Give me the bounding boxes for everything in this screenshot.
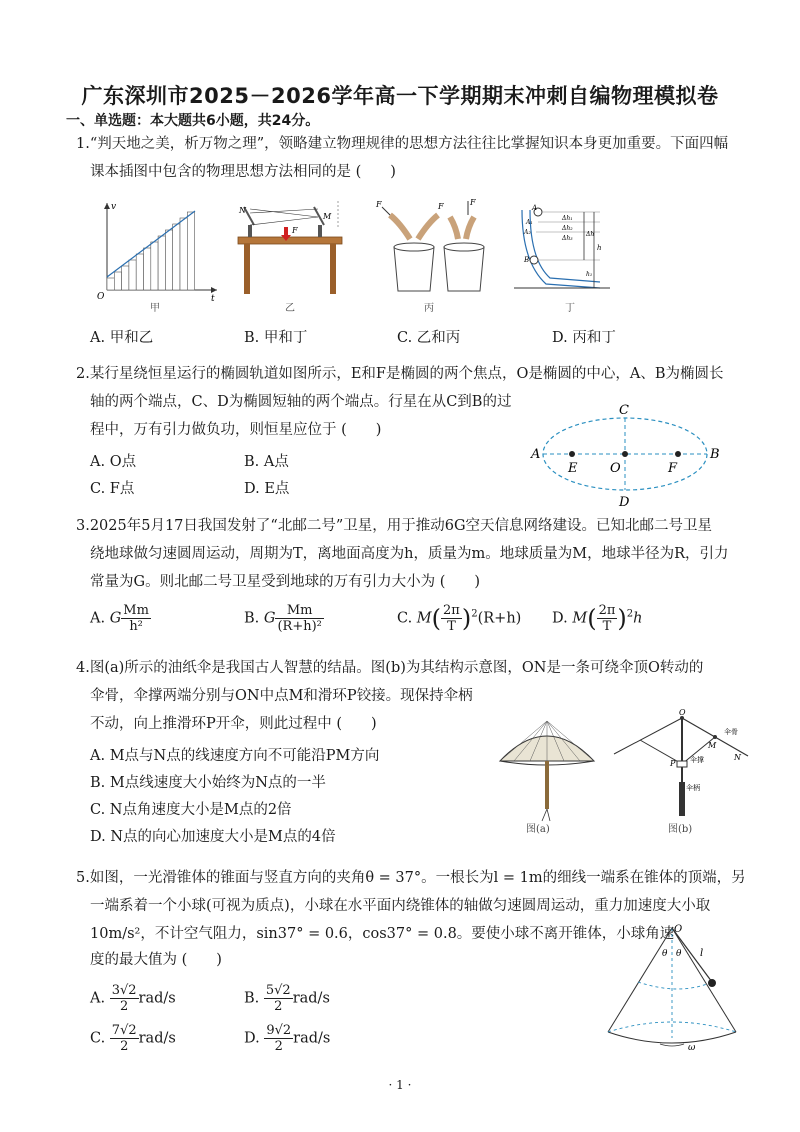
q3-line2: 绕地球做匀速圆周运动，周期为T，离地面高度为h，质量为m。地球质量为M，地球半径为R，引力 [90, 546, 729, 562]
page-number: · 1 · [388, 1078, 412, 1092]
step-bar [122, 266, 129, 290]
label-E: E [568, 461, 578, 476]
q5-option-b-label: B. [244, 990, 260, 1007]
q5-line4: 度的最大值为 ( ) [90, 952, 222, 968]
q3-option-a-fraction [121, 603, 151, 634]
label-F: F [292, 226, 298, 235]
unit: rad/s [138, 990, 176, 1007]
step-bar [158, 236, 165, 290]
t-axis-label: t [211, 294, 215, 304]
label-F3: F [470, 198, 476, 207]
fraction-denominator: h² [129, 619, 143, 634]
q2-option-a[interactable]: A. O点 [90, 454, 137, 470]
q3-option-b[interactable] [244, 603, 324, 634]
fraction-numerator: Mm [123, 603, 149, 618]
label-dh: Δh [586, 231, 595, 238]
step-bar [173, 224, 180, 290]
q1-line1: 1.“判天地之美，析万物之理”，领略建立物理规律的思想方法往往比掌握知识本身更加重要。下面四幅 [76, 136, 729, 152]
q4-line2: 伞骨，伞撑两端分别与ON中点M和滑环P铰接。现保持伞柄 [90, 688, 473, 704]
caption-figure-a: 图(a) [526, 824, 550, 835]
label-O: O [679, 708, 686, 717]
origin-label: O [97, 292, 105, 302]
unit: rad/s [292, 990, 330, 1007]
caption-bing: 丙 [424, 303, 434, 314]
label-M: M [323, 212, 332, 221]
q1-figure-jia [95, 195, 225, 305]
label-theta-2: θ [676, 949, 682, 959]
q3-option-d-fraction [597, 603, 618, 634]
label-M: M [708, 741, 717, 750]
fraction-denominator: T [447, 619, 456, 634]
q4-line1: 4.图(a)所示的油纸伞是我国古人智慧的结晶。图(b)为其结构示意图，ON是一条可绕伞顶O转动的 [76, 660, 704, 676]
step-bar [151, 242, 158, 290]
fraction-numerator: 5√2 [265, 983, 291, 998]
step-bar [129, 260, 136, 290]
q4-option-a[interactable]: A. M点与N点的线速度方向不可能沿PM方向 [90, 748, 380, 764]
q5-line3: 10m/s²，不计空气阻力，sin37° = 0.6，cos37° = 0.8。要使小球不离开锥体，小球角速 [90, 926, 675, 942]
label-F: F [668, 461, 678, 476]
q3-option-c-label: C. [397, 610, 413, 627]
label-B: B [710, 447, 720, 462]
q5-option-d-label: D. [244, 1030, 260, 1047]
label-stay: 伞撑 [690, 756, 704, 764]
q2-line1: 2.某行星绕恒星运行的椭圆轨道如图所示，E和F是椭圆的两个焦点，O是椭圆的中心，A、B为椭圆长 [76, 366, 724, 382]
label-F1: F [376, 200, 382, 209]
label-A2: A₂ [524, 229, 531, 236]
fraction-numerator: 2π [443, 603, 460, 618]
q1-line2: 课本插图中包含的物理思想方法相同的是 ( ) [90, 164, 396, 180]
q3-option-a[interactable] [90, 603, 151, 634]
fraction-numerator: Mm [275, 603, 323, 619]
q3-option-d-tail: h [633, 610, 643, 627]
q5-option-a-label: A. [90, 990, 106, 1007]
label-A1: A₁ [526, 219, 533, 226]
label-h1: h₁ [586, 271, 593, 278]
q4-figure-b-structure [610, 708, 760, 823]
step-bar [107, 278, 114, 290]
fraction-numerator: 3√2 [111, 983, 137, 998]
q5-line1: 5.如图，一光滑锥体的锥面与竖直方向的夹角θ = 37°。一根长为l = 1m的细线一端系在锥体的顶端，另 [76, 870, 746, 886]
q1-option-c[interactable]: C. 乙和丙 [397, 330, 461, 346]
label-O: O [610, 461, 621, 476]
q3-option-a-G: G [109, 610, 122, 627]
step-bar [180, 218, 187, 290]
q1-option-d[interactable]: D. 丙和丁 [552, 330, 616, 346]
label-D: D [619, 495, 630, 510]
fraction-denominator: 2 [120, 1039, 129, 1054]
q1-figure-bing [370, 195, 490, 300]
q3-option-c-M: M [416, 610, 432, 627]
q3-line1: 3.2025年5月17日我国发射了“北邮二号”卫星，用于推动6G空天信息网络建设。已知北邮二号卫星 [76, 518, 713, 534]
q5-option-c[interactable] [90, 1023, 176, 1054]
label-N: N [734, 753, 741, 762]
q3-line3: 常量为G。则北邮二号卫星受到地球的万有引力大小为 ( ) [90, 574, 481, 590]
label-theta-1: θ [662, 949, 668, 959]
q2-line3: 程中，万有引力做负功，则恒星应位于 ( ) [90, 422, 382, 438]
label-h: h [597, 244, 602, 252]
q5-option-c-label: C. [90, 1030, 106, 1047]
q3-option-b-G: G [263, 610, 276, 627]
q4-figure-a-umbrella [492, 715, 602, 825]
fraction-numerator: 9√2 [266, 1023, 292, 1038]
q5-option-a-fraction [110, 983, 139, 1014]
q1-figure-ding [510, 200, 620, 300]
label-dh2: Δh₂ [562, 225, 573, 232]
unit: rad/s [138, 1030, 176, 1047]
q1-option-b[interactable]: B. 甲和丁 [244, 330, 308, 346]
fraction-denominator: 2 [274, 1039, 283, 1054]
fraction-denominator: T [602, 619, 612, 634]
page-title: 广东深圳市2025－2026学年高一下学期期末冲刺自编物理模拟卷 [81, 84, 719, 108]
step-bar [165, 230, 172, 290]
v-axis-label: v [111, 202, 117, 212]
caption-jia: 甲 [150, 303, 160, 314]
step-bar [144, 248, 151, 290]
exponent: 2 [626, 608, 634, 620]
label-dh3: Δh₃ [562, 235, 573, 242]
q2-option-d[interactable]: D. E点 [244, 481, 290, 497]
label-P: P [670, 759, 676, 768]
q5-option-a[interactable] [90, 983, 176, 1014]
fraction-denominator: 2 [119, 999, 129, 1014]
q4-option-c[interactable]: C. N点角速度大小是M点的2倍 [90, 802, 292, 818]
q5-line2: 一端系着一个小球(可视为质点)，小球在水平面内绕锥体的轴做匀速圆周运动，重力加速度大小取 [90, 898, 711, 914]
q3-option-d[interactable]: D. M( $\frac{2\pi}{T}$ )$^2$h [552, 603, 643, 634]
step-bar [114, 272, 121, 290]
q3-option-c-fraction [441, 603, 462, 634]
q4-option-b[interactable]: B. M点线速度大小始终为N点的一半 [90, 775, 326, 791]
q3-option-c[interactable]: C. M( $\frac{2\pi}{T}$ )$^2$(R+h) [397, 603, 522, 634]
caption-figure-b: 图(b) [668, 824, 693, 835]
step-bar [136, 254, 143, 290]
q5-option-b[interactable] [244, 983, 330, 1014]
q5-cone-diagram [600, 920, 740, 1055]
q2-line2: 轴的两个端点，C、D为椭圆短轴的两个端点。行星在从C到B的过 [90, 394, 512, 410]
q3-option-b-label: B. [244, 610, 260, 627]
q2-option-b[interactable]: B. A点 [244, 454, 289, 470]
section-heading: 一、单选题：本大题共6小题，共24分。 [66, 113, 320, 129]
q5-option-b-fraction [264, 983, 293, 1014]
unit: rad/s [293, 1030, 331, 1047]
fraction-numerator: 2π [598, 603, 616, 618]
q1-option-a[interactable]: A. 甲和乙 [90, 330, 154, 346]
q5-option-c-fraction [110, 1023, 139, 1054]
fraction-numerator: 7√2 [111, 1023, 137, 1038]
q3-option-d-label: D. [552, 610, 568, 627]
q3-option-b-fraction [275, 603, 323, 634]
q4-line3: 不动，向上推滑环P开伞，则此过程中 ( ) [90, 716, 377, 732]
q3-option-a-label: A. [90, 610, 106, 627]
q3-option-d-M: M [572, 610, 588, 627]
q3-option-c-tail: (R+h) [477, 610, 522, 627]
label-N: N [239, 206, 246, 215]
label-A: A [531, 447, 541, 462]
q5-option-d[interactable] [244, 1023, 330, 1054]
label-dh1: Δh₁ [562, 215, 573, 222]
q4-option-d[interactable]: D. N点的向心加速度大小是M点的4倍 [90, 829, 336, 845]
label-C: C [619, 403, 629, 418]
label-handle: 伞柄 [686, 784, 700, 792]
caption-ding: 丁 [565, 303, 575, 314]
q5-option-d-fraction [264, 1023, 293, 1054]
q2-ellipse-diagram [528, 402, 728, 512]
caption-yi: 乙 [285, 303, 295, 314]
q2-option-c[interactable]: C. F点 [90, 481, 135, 497]
exponent: 2 [471, 608, 478, 620]
label-O: O [674, 924, 683, 935]
label-F2: F [438, 202, 444, 211]
label-rib: 伞骨 [724, 728, 738, 736]
q1-figure-yi [230, 195, 350, 300]
label-omega: ω [688, 1043, 696, 1053]
step-bar [187, 212, 194, 290]
label-B: B [524, 256, 530, 264]
fraction-denominator: 2 [274, 999, 283, 1014]
label-A: A [532, 204, 538, 212]
fraction-denominator: (R+h)² [277, 619, 322, 634]
label-l: l [700, 948, 704, 959]
